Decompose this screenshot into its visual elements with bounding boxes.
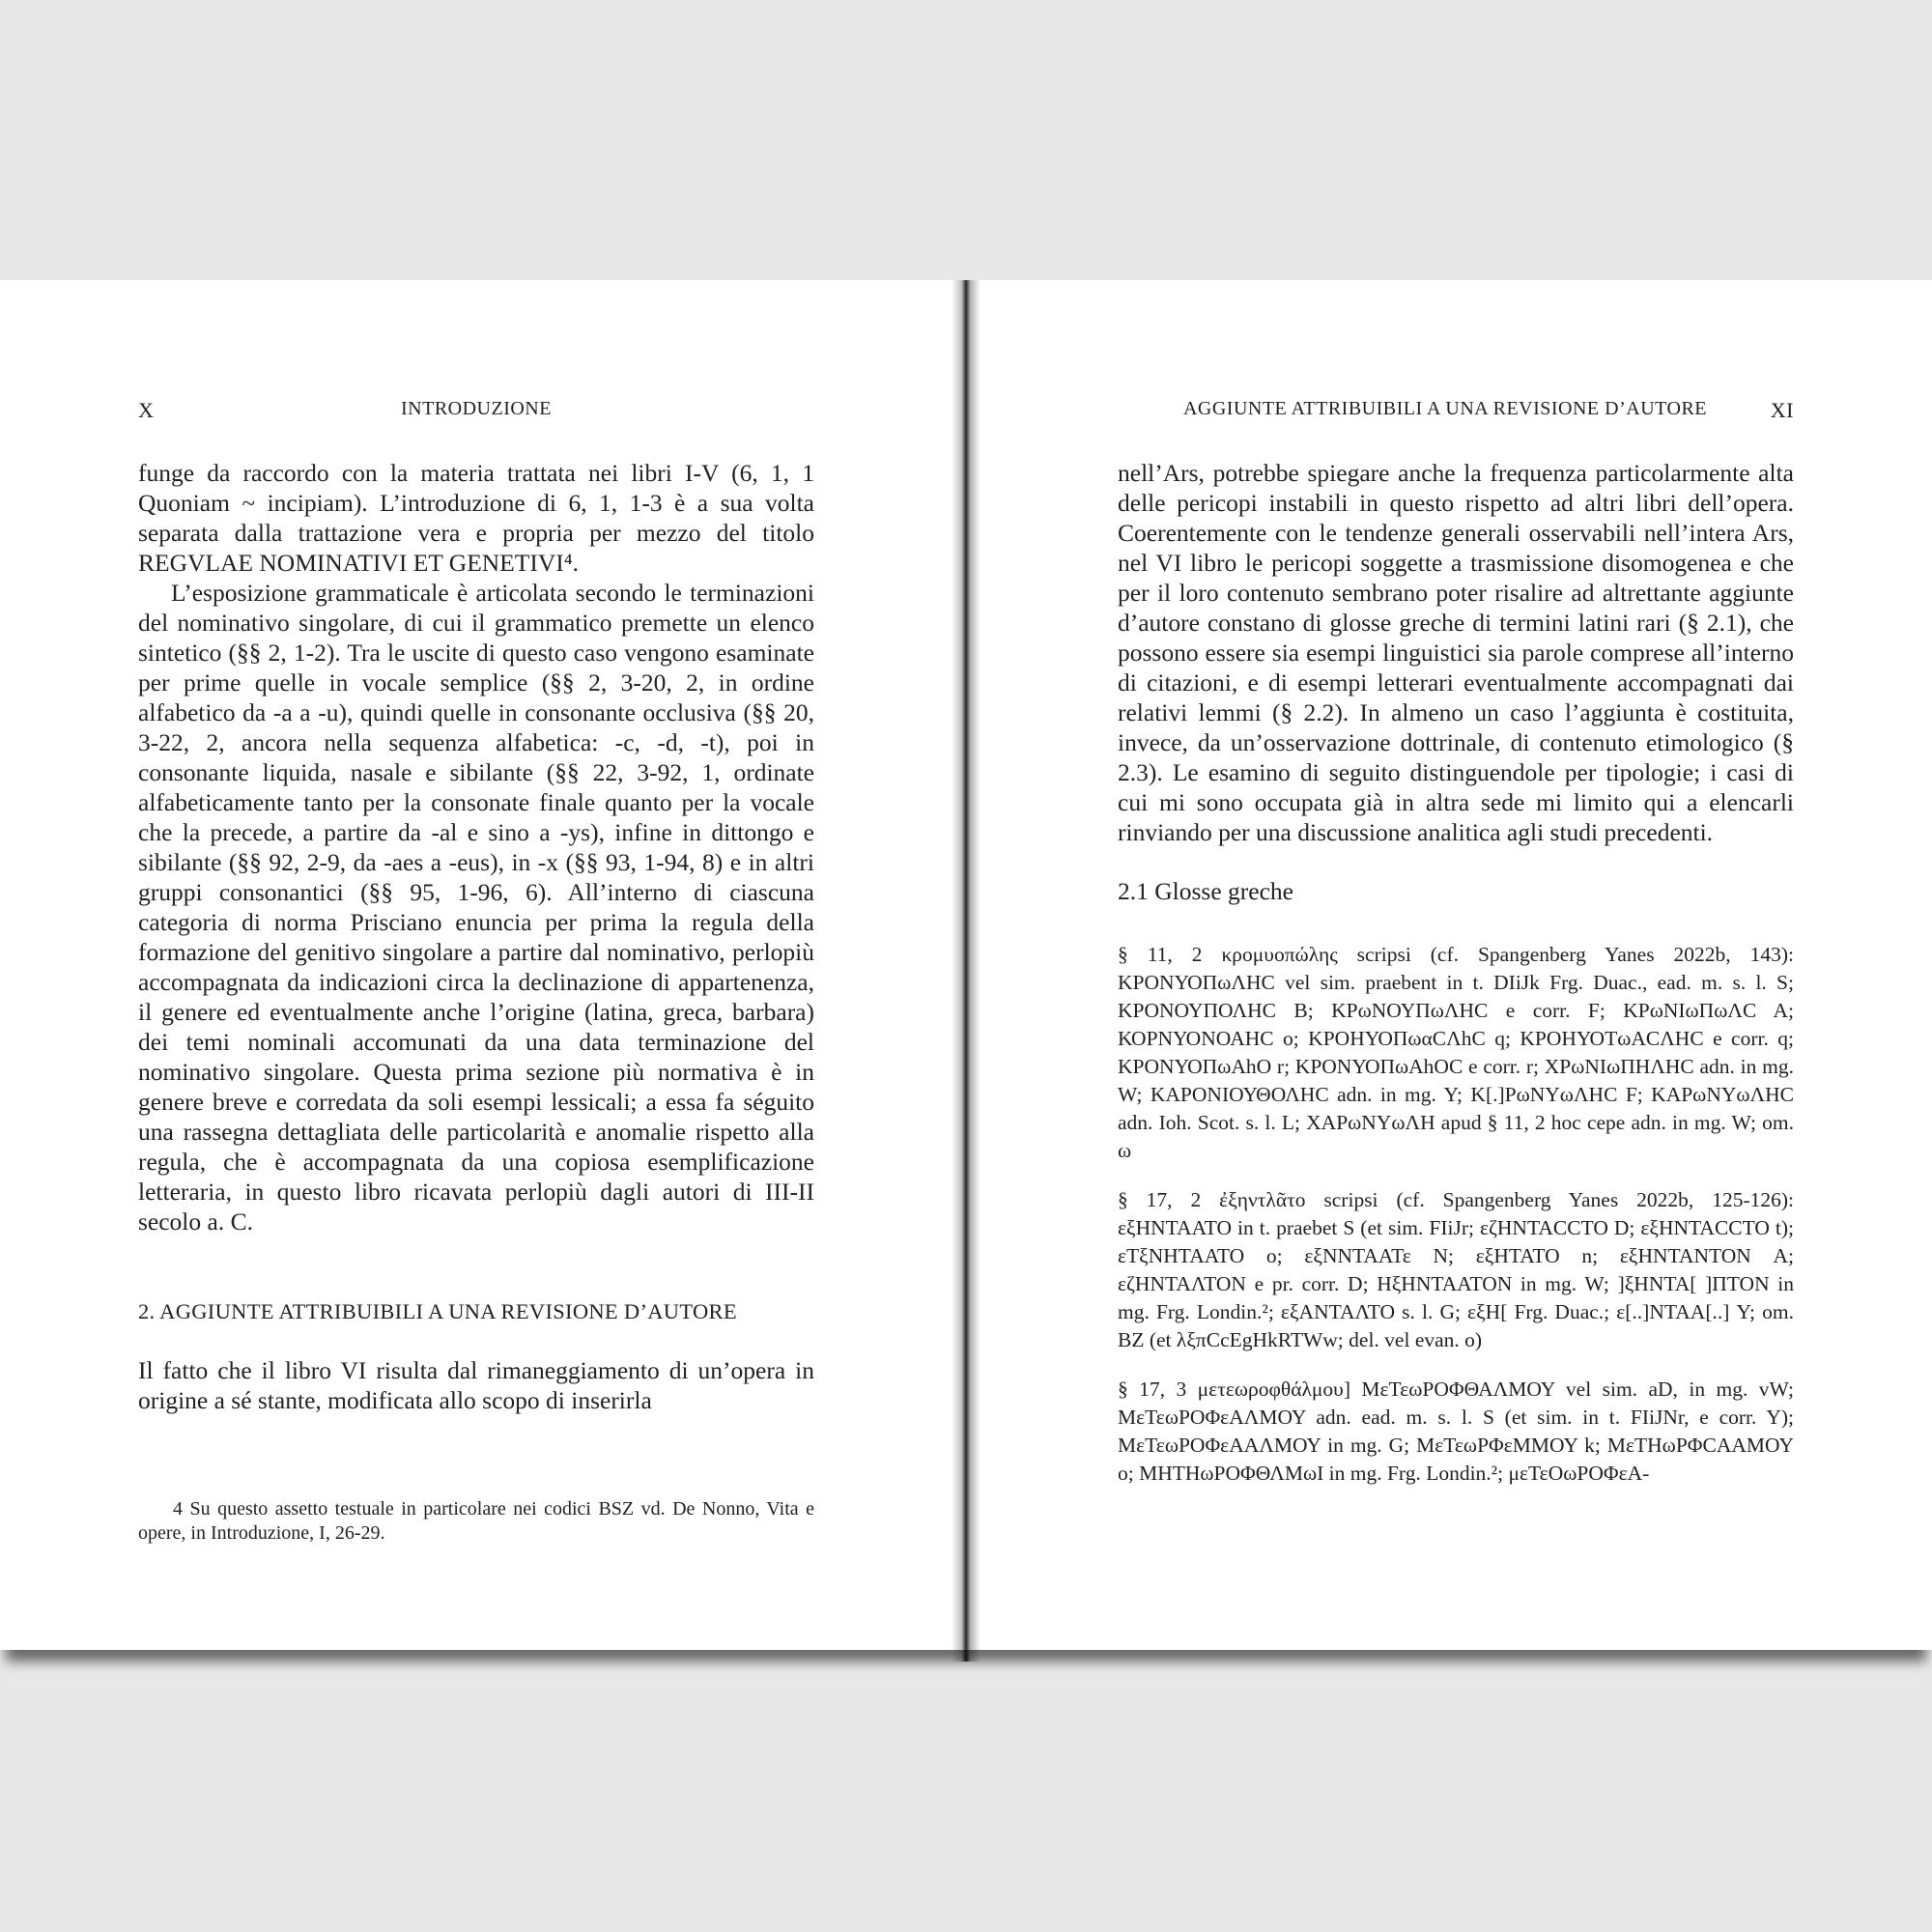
subsection-heading: 2.1 Glosse greche: [1118, 877, 1293, 905]
running-head-title: AGGIUNTE ATTRIBUIBILI A UNA REVISIONE D’AUTORE: [1182, 398, 1707, 419]
left-body-text: [138, 458, 814, 1415]
paragraph: nell’Ars, potrebbe spiegare anche la frequenza particolarmente alta delle pericopi instabili in questo rispetto ad altri libri dell’opera. Coerentemente con le tendenze generali osservabili nell’intera Ars, nel VI libro le pericopi soggette a trasmissione disomogenea e che per il loro contenuto sembrano poter risalire ad altrettante aggiunte d’autore constano di glosse greche di termini latini rari (§ 2.1), che possono essere sia esempi linguistici sia parole comprese all’interno di citazioni, e di esempi letterari eventualmente accompagnati dai relativi lemmi (§ 2.2). In almeno un caso l’aggiunta è costituita, invece, da un’osservazione dottrinale, di contenuto etimologico (§ 2.3). Le esamino di seguito distinguendole per tipologie; i casi di cui mi sono occupata già in altra sede mi limito qui a elencarli rinviando per una discussione analitica agli studi precedenti.: [1118, 459, 1794, 846]
page-number: X: [138, 398, 155, 422]
paragraph: Il fatto che il libro VI risulta dal rimaneggiamento di un’opera in origine a sé stante, modificata allo scopo di inserirla: [138, 1356, 814, 1414]
apparatus-entry: § 11, 2 κρομυοπώλης scripsi (cf. Spangenberg Yanes 2022b, 143): ΚΡΟΝΥΟΠωΛΗC vel sim. praebent in t. DIiJk Frg. Duac., ead. m. s. l. S; ΚΡΟΝΟΥΠΟΛΗC B; ΚΡωΝΟΥΠωΛΗC e corr. F; ΚΡωΝΙωΠωΛC A; ΚΟΡΝΥΟΝΟΑΗC o; ΚΡΟΗΥΟΠωαCΛhC q; ΚΡΟΗΥΟΤωΑCΛΗC e corr. q; ΚΡΟΝΥΟΠωΑhΟ r; ΚΡΟΝΥΟΠωΑhΟC e corr. r; ΧΡωΝΙωΠΗΛΗC adn. in mg. W; ΚΑΡΟΝΙΟΥΘΟΛΗC adn. in mg. Y; Κ[.]ΡωΝΥωΛΗC F; ΚΑΡωΝΥωΛΗC adn. Ioh. Scot. s. l. L; ΧΑΡωΝΥωΛΗ apud § 11, 2 hoc cepe adn. in mg. W; om. ω: [1118, 943, 1794, 1162]
book-gutter-shadow: [952, 280, 980, 1662]
footnote-number: 4: [173, 1498, 183, 1520]
critical-apparatus: [1118, 941, 1794, 1488]
paragraph: funge da raccordo con la materia trattata nei libri I-V (6, 1, 1 Quoniam ~ incipiam). L’introduzione di 6, 1, 1-3 è a sua volta separata dalla trattazione vera e propria per mezzo del titolo REGVLAE NOMINATIVI ET GENETIVI⁴.: [138, 459, 814, 577]
apparatus-entry: § 17, 2 ἐξηντλᾶτο scripsi (cf. Spangenberg Yanes 2022b, 125-126): εξΗΝΤΑΑΤΟ in t. praebet S (et sim. FIiJr; εζΗΝΤΑCCΤΟ D; εξΗΝΤΑCCΤΟ t); εΤξΝΗΤΑΑΤΟ o; εξΝΝΤΑΑΤε N; εξΗΤΑΤΟ n; εξΗΝΤΑΝΤΟΝ A; εζΗΝΤΑΛΤΟΝ e pr. corr. D; ΗξΗΝΤΑΑΤΟΝ in mg. W; ]ξΗΝΤΑ[ ]ΠΤΟΝ in mg. Frg. Londin.²; εξΑΝΤΑΛΤΟ s. l. G; εξΗ[ Frg. Duac.; ε[..]ΝΤΑΑ[..] Y; om. BZ (et λξπCcEgHkRTWw; del. vel evan. o): [1118, 1188, 1794, 1351]
running-head-title: INTRODUZIONE: [401, 398, 552, 419]
footnote: [138, 1497, 814, 1546]
apparatus-entry: § 17, 3 μετεωροφθάλμου] ΜεΤεωΡΟΦΘΑΛΜΟΥ vel sim. aD, in mg. vW; ΜεΤεωΡΟΦεΑΛΜΟΥ adn. ead. m. s. l. S (et sim. in t. FIiJNr, e corr. Y); ΜεΤεωΡΟΦεΑΑΛΜΟΥ in mg. G; ΜεΤεωΡΦεΜΜΟΥ k; ΜεΤΗωΡΦCΑΑΜΟΥ o; ΜΗΤΗωΡΟΦΘΛΜωΙ in mg. Frg. Londin.²; μεΤεΟωΡΟΦεΑ-: [1118, 1378, 1794, 1485]
paragraph: L’esposizione grammaticale è articolata secondo le terminazioni del nominativo singolare, di cui il grammatico premette un elenco sintetico (§§ 2, 1-2). Tra le uscite di questo caso vengono esaminate per prime quelle in vocale semplice (§§ 2, 3-20, 2, in ordine alfabetico da -a a -u), quindi quelle in consonante occlusiva (§§ 20, 3-22, 2, ancora nella sequenza alfabetica: -c, -d, -t), poi in consonante liquida, nasale e sibilante (§§ 22, 3-92, 1, ordinate alfabeticamente tanto per la consonate finale quanto per la vocale che la precede, a partire da -al e sino a -ys), infine in dittongo e sibilante (§§ 92, 2-9, da -aes a -eus), in -x (§§ 93, 1-94, 8) e in altri gruppi consonantici (§§ 95, 1-96, 6). All’interno di ciascuna categoria di norma Prisciano enuncia per prima la regula della formazione del genitivo singolare a partire dal nominativo, perlopiù accompagnata da indicazioni circa la declinazione di appartenenza, il genere ed eventualmente anche l’origine (latina, greca, barbara) dei temi nominali accomunati da una data terminazione del nominativo singolare. Questa prima sezione più normativa è in genere breve e corredata da soli esempi lessicali; a essa fa séguito una rassegna dettagliata delle particolarità e anomalie rispetto alla regula, che è accompagnata da una copiosa esemplificazione letteraria, in questo libro ricavata perlopiù dagli autori di III-II secolo a. C.: [138, 579, 814, 1236]
page-number: XI: [1770, 398, 1794, 422]
section-heading: 2. AGGIUNTE ATTRIBUIBILI A UNA REVISIONE D’AUTORE: [138, 1299, 737, 1323]
footnote-text: Su questo assetto testuale in particolare nei codici BSZ vd. De Nonno, Vita e opere, in Introduzione, I, 26-29.: [138, 1498, 815, 1544]
right-body-text: [1118, 458, 1794, 1488]
